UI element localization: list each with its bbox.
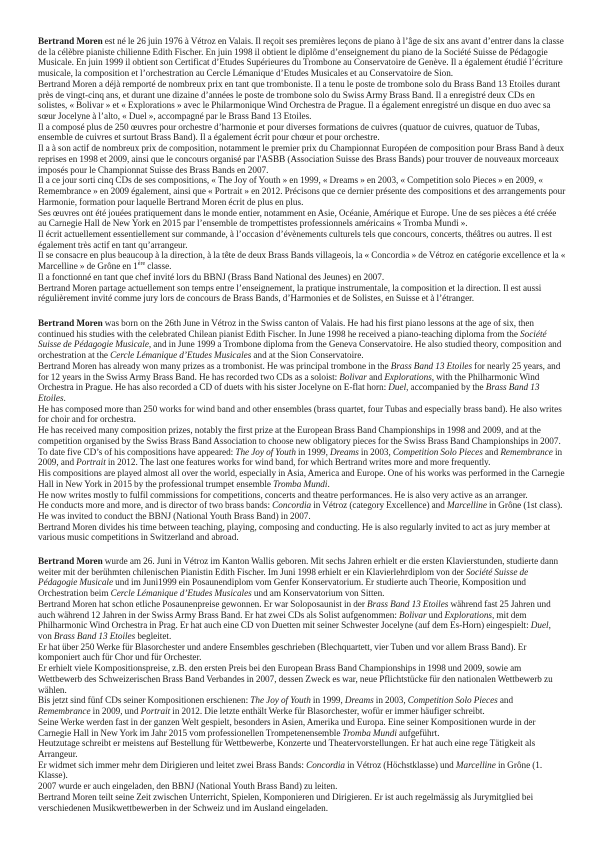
text-run: , accompanied by the <box>406 382 486 393</box>
text-run: in 2009, and <box>38 446 563 468</box>
bio-paragraph <box>38 663 566 695</box>
italic-title-run: Bolivar <box>398 609 427 620</box>
bio-block-french <box>38 36 566 304</box>
text-run: aufgeführt. <box>396 727 440 738</box>
bio-paragraph <box>38 490 566 501</box>
bio-paragraph <box>38 738 566 759</box>
bio-paragraph <box>38 272 566 283</box>
italic-title-run: Concordia <box>272 500 312 511</box>
text-run: Bertrand Moren a déjà remporté de nombreux prix en tant que tromboniste. Il a tenu le poste de trombone solo du Brass Band 13 Etoiles durant près de vingt-cinq ans, et durant une dizaine d’années le poste de trombone solo du Swiss Army Brass Band. Il a enregistré deux CDs en solistes, « Bolivar » et « Explorations » avec le Philarmonique Wind Orchestra de Prague. Il a également enregistré un disque en duo avec sa sœur Jocelyne à l’alto, « Duel », accompagné par le Brass Band 13 Etoiles. <box>38 78 561 122</box>
italic-title-run: Brass Band 13 Etoiles <box>38 382 540 404</box>
bio-paragraph <box>38 208 566 229</box>
text-run: Bertrand Moren has already won many prizes as a trombonist. He was principal trombone in the <box>38 360 391 371</box>
text-run: Er erhielt viele Kompositionspreise, z.B. den ersten Preis bei den European Brass Band Championships in 1998 und 2009, sowie am Wettbewerb des Schweizerischen Brass Band Verbandes in 2007, dessen Zweck es war, neue Pflichtstücke für den nationalen Wettbewerb zu wählen. <box>38 663 553 695</box>
bio-paragraph <box>38 511 566 522</box>
italic-title-run: Concordia <box>306 759 346 770</box>
bio-paragraph <box>38 642 566 663</box>
bio-paragraph <box>38 599 566 642</box>
text-run: . <box>63 393 66 404</box>
italic-title-run: Société Suisse de Pédagogie Musicale <box>38 566 529 588</box>
bold-name-run: Bertrand Moren <box>38 318 103 328</box>
italic-title-run: Dreams <box>330 446 359 457</box>
text-run: , mit dem Philharmonic Wind Orchestra in Prag. Er hat auch eine CD von Duetten mit seiner Schwester Jocelyne (auf dem Es-Horn) eingespielt: <box>38 609 531 631</box>
text-run: Il a composé plus de 250 œuvres pour orchestre d’harmonie et pour diverses formations de cuivres (quatuor de cuivres, quatuor de Tubas, ensemble de cuivres et surtout Brass Band). Il a également écrit pour chœur et pour orchestre. <box>38 121 540 143</box>
text-run: and <box>497 695 514 706</box>
italic-title-run: Competition Solo Pieces <box>392 446 483 457</box>
bio-paragraph <box>38 500 566 511</box>
italic-title-run: The Joy of Youth <box>235 446 296 457</box>
text-run: in Grône (1st class). <box>486 500 563 511</box>
bio-paragraph <box>38 522 566 543</box>
text-run: He has composed more than 250 works for wind band and other ensembles (brass quartet, four Tubas and especially brass band). He also writes for choir and for orchestra. <box>38 403 562 425</box>
text-run: , and in June 1999 a Trombone diploma from the Geneva Conservatoire. He also studied theory, composition and orchestration at the <box>38 339 562 361</box>
text-run: in 2012. Die letzte enthält Werke für Blasorchester, wofür er immer häufiger schreibt. <box>170 706 485 717</box>
text-run: His compositions are played almost all over the world, especially in Asia, America and Europe. One of his works was performed in the Carnegie Hall in New York in 2015 by the professional trumpet ensemble <box>38 468 565 489</box>
text-run: Il a ce jour sorti cinq CDs de ses compositions, « The Joy of Youth » en 1999, « Dreams » en 2003, « Competition solo Pieces » en 2009, « Remembrance » en 2009 également, ainsi que « Portrait » en 2012. Précisons que ce dernier présente des compositions et des arrangements pour Harmonie, formation pour laquelle Bertrand Moren écrit de plus en plus. <box>38 175 566 207</box>
bio-paragraph <box>38 695 566 716</box>
italic-title-run: Explorations <box>444 609 492 620</box>
text-run: und im Juni1999 ein Posaunendiplom vom Genfer Konservatorium. Er studierte auch Theorie, Komposition und Orchestration beim <box>38 577 527 599</box>
italic-title-run: Duel <box>388 382 407 393</box>
italic-title-run: Bolivar <box>339 371 367 382</box>
bio-paragraph <box>38 361 566 404</box>
text-run: He now writes mostly to fulfil commissions for competitions, concerts and theatre performances. He is also very active as an arranger. <box>38 489 528 500</box>
text-run: in 1999, <box>310 695 345 706</box>
italic-title-run: The Joy of Youth <box>250 695 311 706</box>
italic-title-run: Marcelline <box>455 759 496 770</box>
bio-block-german <box>38 556 566 813</box>
italic-title-run: Portrait <box>140 706 171 717</box>
text-run: und <box>426 609 445 620</box>
text-run: classe. <box>145 261 172 272</box>
text-run: Bertrand Moren partage actuellement son temps entre l’enseignement, la pratique instrumentale, la composition et la direction. Il est aussi régulièrement invité comme jury lors de concours de Brass Bands, d’Harmonies et de Solistes, en Suisse et à l’étranger. <box>38 282 542 304</box>
text-run: in Vétroz (Höchstklasse) und <box>345 759 456 770</box>
text-run: begleitet. <box>135 631 172 642</box>
italic-title-run: Société Suisse de Pédagogie Musicale <box>38 328 547 350</box>
text-run: in 2003, <box>358 446 393 457</box>
bio-paragraph <box>38 143 566 175</box>
bio-paragraph <box>38 404 566 425</box>
bio-block-english <box>38 318 566 543</box>
italic-title-run: Dreams <box>344 695 374 706</box>
text-run: He conducts more and more, and is director of two brass bands: <box>38 500 273 511</box>
italic-title-run: Portrait <box>76 457 106 468</box>
text-run: Seine Werke werden fast in der ganzen Welt gespielt, besonders in Asien, Amerika und Europa. Eine seiner Kompositionen wurde in der Carnegie Hall in New York im Jahr 2015 vom professionellen Trompetenensemble <box>38 716 536 738</box>
italic-title-run: Tromba Mundi <box>273 478 328 489</box>
text-run: in 1999, <box>295 446 331 457</box>
text-run: Bertrand Moren hat schon etliche Posaunenpreise gewonnen. Er war Soloposaunist in der <box>38 598 368 609</box>
italic-title-run: Marcelline <box>446 500 487 511</box>
bio-paragraph <box>38 447 566 468</box>
text-run: Er widmet sich immer mehr dem Dirigieren und leitet zwei Brass Bands: <box>38 759 307 770</box>
italic-title-run: Brass Band 13 Etoiles <box>390 360 473 371</box>
text-run: in 2003, <box>373 695 408 706</box>
text-run: and <box>366 371 385 382</box>
italic-title-run: Explorations <box>384 371 432 382</box>
text-run: Il se consacre en plus beaucoup à la direction, à la tête de deux Brass Bands villageois, la « Concordia » de Vétroz en catégorie excellence et la « Marcelline » de Grône en 1 <box>38 250 566 272</box>
text-run: ère <box>137 261 146 268</box>
text-run: Bertrand Moren divides his time between teaching, playing, composing and conducting. He is also regularly invited to act as jury member at various music competitions in Switzerland and abroad. <box>38 521 551 543</box>
text-run: . <box>327 478 330 489</box>
italic-title-run: Cercle Lémanique d’Etudes Musicales <box>110 350 252 361</box>
text-run: To date five CD’s of his compositions have appeared: <box>38 446 236 457</box>
bio-paragraph <box>38 122 566 143</box>
text-run: 2007 wurde er auch eingeladen, den BBNJ (National Youth Brass Band) zu leiten. <box>38 781 338 792</box>
text-run: während fast 25 Jahren und auch während 12 Jahren in der Swiss Army Brass Band. Er hat zwei CDs als Solist aufgenommen: <box>38 598 551 620</box>
text-run: Il écrit actuellement essentiellement sur commande, à l’occasion d’évènements culturels tels que concours, concerts, théâtres ou autres. Il est également très actif en tant qu’arrangeur. <box>38 228 552 250</box>
text-run: Il a fonctionné en tant que chef invité lors du BBNJ (Brass Band National des Jeunes) en 2007. <box>38 271 385 282</box>
text-run: in 2012. The last one features works for wind band, for which Bertrand writes more and more frequently. <box>105 457 491 468</box>
bio-paragraph <box>38 36 566 79</box>
text-run: in Vétroz (category Excellence) and <box>311 500 447 511</box>
text-run: Bis jetzt sind fünf CDs seiner Kompositionen erschienen: <box>38 695 251 706</box>
bio-paragraph <box>38 425 566 446</box>
bold-name-run: Bertrand Moren <box>38 556 103 566</box>
text-run: Bertrand Moren teilt seine Zeit zwischen Unterricht, Spielen, Komponieren und Dirigieren. Er ist auch regelmässig als Jurymitglied bei verschiedenen Musikwettbewerben in der Schweiz und im Ausland eingeladen. <box>38 791 534 813</box>
bio-paragraph <box>38 250 566 271</box>
text-run: , with the Philharmonic Wind Orchestra in Prague. He has also recorded a CD of duets with his sister Jocelyne on E-flat horn: <box>38 371 540 393</box>
bio-paragraph <box>38 556 566 599</box>
bio-paragraph <box>38 283 566 304</box>
bold-name-run: Bertrand Moren <box>38 36 103 46</box>
bio-paragraph <box>38 717 566 738</box>
text-run: for nearly 25 years, and for 12 years in the Swiss Army Brass Band. He has recorded two CDs as a soloist: <box>38 360 561 382</box>
text-run: was born on the 26th June in Vétroz in the Swiss canton of Valais. He had his first piano lessons at the age of six, then continued his studies with the celebrated Chilean pianist Edith Fischer. In June 1998 he received a piano-teaching diploma from the <box>38 318 535 339</box>
text-run: Ses œuvres ont été jouées pratiquement dans le monde entier, notamment en Asie, Océanie, Amérique et Europe. Une de ses pièces a été créée au Carnegie Hall de New York en 2015 par l’ensemble de trompettistes professionnels américains « Tromba Mundi ». <box>38 207 557 229</box>
text-run: and <box>482 446 501 457</box>
text-run: Il a à son actif de nombreux prix de composition, notamment le premier prix du Championnat Européen de composition pour Brass Band à deux reprises en 1998 et 2009, ainsi que le concours organisé par l'ASBB (Association Suisse des Brass Bands) pour trouver de nouveaux morceaux imposés pour le Championnat Suisse des Brass Bands en 2007. <box>38 143 565 175</box>
italic-title-run: Brass Band 13 Etoiles <box>367 598 449 609</box>
text-run: in Grône (1. Klasse). <box>38 759 543 781</box>
text-run: Heutzutage schreibt er meistens auf Bestellung für Wettbewerbe, Konzerte und Theatervorstellungen. Er hat auch eine rege Tätigkeit als Arrangeur. <box>38 738 536 759</box>
bio-paragraph <box>38 792 566 813</box>
text-run: und am Konservatorium von Sitten. <box>251 588 385 599</box>
italic-title-run: Remembrance <box>38 706 91 717</box>
italic-title-run: Cercle Lémanique d’Etudes Musicales <box>110 588 252 599</box>
bio-paragraph <box>38 229 566 250</box>
bio-paragraph <box>38 760 566 781</box>
text-run: Er hat über 250 Werke für Blasorchester und andere Ensembles geschrieben (Blechquartett, vier Tuben und vor allem Brass Band). Er komponiert auch für Chor und für Orchester. <box>38 641 527 663</box>
italic-title-run: Brass Band 13 Etoiles <box>53 631 136 642</box>
text-run: He has received many composition prizes, notably the first prize at the European Brass Band Championships in 1998 and 2009, and at the competition organised by the Swiss Brass Band Association to choose new obligatory pieces for the Swiss Brass Band Championships in 2007. <box>38 425 561 446</box>
italic-title-run: Duel <box>530 620 549 631</box>
text-run: est né le 26 juin 1976 à Vétroz en Valais. Il reçoit ses premières leçons de piano à l’âge de six ans avant d’entrer dans la classe de la célèbre pianiste chilienne Edith Fischer. En juin 1998 il obtient le diplôme d’enseignement du piano de la Société Suisse de Pédagogie Musicale. En juin 1999 il obtient son Certificat d’Etudes Supérieures du Trombone au Conservatoire de Genève. Il a également étudié l’écriture musicale, la composition et l’orchestration au Cercle Lémanique d’Etudes Musicales et au Conservatoire de Sion. <box>38 36 564 79</box>
italic-title-run: Competition Solo Pieces <box>407 695 498 706</box>
bio-paragraph <box>38 781 566 792</box>
bio-paragraph <box>38 175 566 207</box>
italic-title-run: Tromba Mundi <box>342 727 397 738</box>
text-run: , von <box>38 620 551 642</box>
bio-paragraph <box>38 79 566 122</box>
text-run: and at the Sion Conservatoire. <box>251 350 364 361</box>
italic-title-run: Remembrance <box>500 446 553 457</box>
text-run: wurde am 26. Juni in Vétroz im Kanton Wallis geboren. Mit sechs Jahren erhielt er die ersten Klavierstunden, studierte dann weiter mit der berühmten chilenischen Pianistin Edith Fischer. Im Juni 1998 erhielt er ein Klavierlehrdiplom von der <box>38 556 559 577</box>
bio-paragraph <box>38 468 566 489</box>
text-run: He was invited to conduct the BBNJ (National Youth Brass Band) in 2007. <box>38 510 311 521</box>
text-run: in 2009, und <box>90 706 141 717</box>
bio-paragraph <box>38 318 566 361</box>
